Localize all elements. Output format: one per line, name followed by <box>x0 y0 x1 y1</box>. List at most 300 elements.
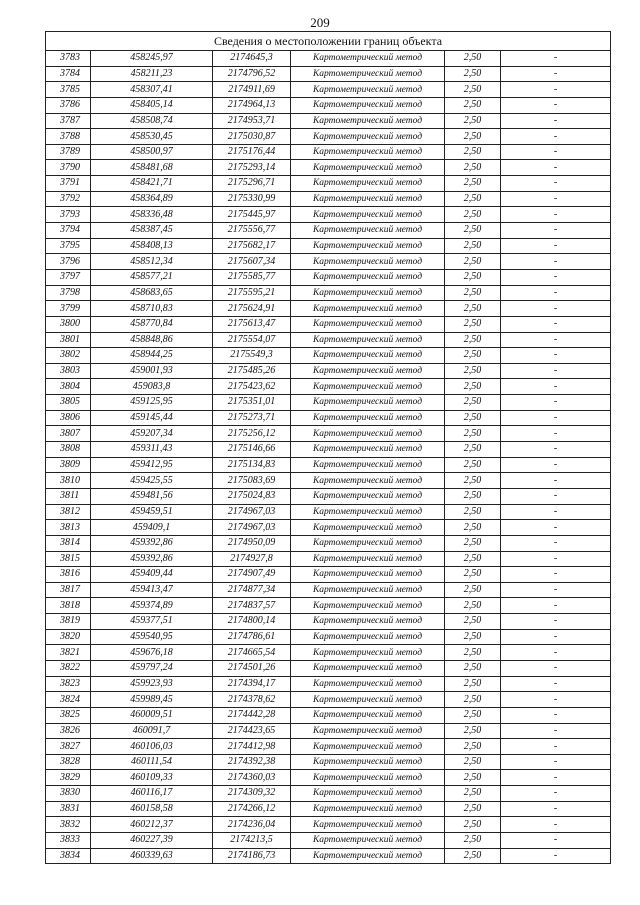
note-cell: - <box>501 379 611 395</box>
table-row <box>46 723 611 739</box>
y-coordinate-cell: 2174796,52 <box>213 66 291 82</box>
note-cell: - <box>501 254 611 270</box>
point-number-cell: 3821 <box>46 645 91 661</box>
note-cell: - <box>501 833 611 849</box>
x-coordinate-cell: 458405,14 <box>91 97 213 113</box>
table-row <box>46 97 611 113</box>
table-row <box>46 645 611 661</box>
point-number-cell: 3800 <box>46 316 91 332</box>
method-cell: Картометрический метод <box>291 676 445 692</box>
table-row <box>46 707 611 723</box>
x-coordinate-cell: 458512,34 <box>91 254 213 270</box>
y-coordinate-cell: 2175624,91 <box>213 301 291 317</box>
y-coordinate-cell: 2174186,73 <box>213 848 291 864</box>
x-coordinate-cell: 460227,39 <box>91 833 213 849</box>
x-coordinate-cell: 459923,93 <box>91 676 213 692</box>
method-cell: Картометрический метод <box>291 739 445 755</box>
y-coordinate-cell: 2174877,34 <box>213 582 291 598</box>
point-number-cell: 3795 <box>46 238 91 254</box>
y-coordinate-cell: 2175293,14 <box>213 160 291 176</box>
y-coordinate-cell: 2174964,13 <box>213 97 291 113</box>
accuracy-cell: 2,50 <box>445 442 501 458</box>
point-number-cell: 3785 <box>46 82 91 98</box>
accuracy-cell: 2,50 <box>445 51 501 67</box>
point-number-cell: 3818 <box>46 598 91 614</box>
x-coordinate-cell: 458336,48 <box>91 207 213 223</box>
x-coordinate-cell: 458211,23 <box>91 66 213 82</box>
y-coordinate-cell: 2174392,38 <box>213 754 291 770</box>
table-row <box>46 395 611 411</box>
accuracy-cell: 2,50 <box>445 598 501 614</box>
x-coordinate-cell: 458530,45 <box>91 129 213 145</box>
accuracy-cell: 2,50 <box>445 379 501 395</box>
x-coordinate-cell: 459481,56 <box>91 488 213 504</box>
note-cell: - <box>501 82 611 98</box>
table-row <box>46 379 611 395</box>
note-cell: - <box>501 207 611 223</box>
point-number-cell: 3830 <box>46 786 91 802</box>
note-cell: - <box>501 363 611 379</box>
point-number-cell: 3813 <box>46 520 91 536</box>
table-row <box>46 614 611 630</box>
x-coordinate-cell: 459125,95 <box>91 395 213 411</box>
table-row <box>46 238 611 254</box>
table-row <box>46 66 611 82</box>
point-number-cell: 3824 <box>46 692 91 708</box>
method-cell: Картометрический метод <box>291 82 445 98</box>
note-cell: - <box>501 676 611 692</box>
point-number-cell: 3787 <box>46 113 91 129</box>
x-coordinate-cell: 459797,24 <box>91 660 213 676</box>
note-cell: - <box>501 113 611 129</box>
accuracy-cell: 2,50 <box>445 629 501 645</box>
method-cell: Картометрический метод <box>291 598 445 614</box>
method-cell: Картометрический метод <box>291 332 445 348</box>
accuracy-cell: 2,50 <box>445 833 501 849</box>
x-coordinate-cell: 458364,89 <box>91 191 213 207</box>
accuracy-cell: 2,50 <box>445 82 501 98</box>
note-cell: - <box>501 348 611 364</box>
y-coordinate-cell: 2174907,49 <box>213 567 291 583</box>
x-coordinate-cell: 459409,44 <box>91 567 213 583</box>
point-number-cell: 3789 <box>46 144 91 160</box>
accuracy-cell: 2,50 <box>445 363 501 379</box>
table-row <box>46 520 611 536</box>
point-number-cell: 3809 <box>46 457 91 473</box>
accuracy-cell: 2,50 <box>445 801 501 817</box>
note-cell: - <box>501 457 611 473</box>
y-coordinate-cell: 2175423,62 <box>213 379 291 395</box>
note-cell: - <box>501 223 611 239</box>
y-coordinate-cell: 2174423,65 <box>213 723 291 739</box>
table-row <box>46 660 611 676</box>
note-cell: - <box>501 160 611 176</box>
method-cell: Картометрический метод <box>291 848 445 864</box>
accuracy-cell: 2,50 <box>445 817 501 833</box>
note-cell: - <box>501 520 611 536</box>
table-row <box>46 817 611 833</box>
table-row <box>46 833 611 849</box>
y-coordinate-cell: 2175134,83 <box>213 457 291 473</box>
point-number-cell: 3796 <box>46 254 91 270</box>
y-coordinate-cell: 2174378,62 <box>213 692 291 708</box>
note-cell: - <box>501 395 611 411</box>
note-cell: - <box>501 614 611 630</box>
y-coordinate-cell: 2175595,21 <box>213 285 291 301</box>
x-coordinate-cell: 459392,86 <box>91 551 213 567</box>
y-coordinate-cell: 2175549,3 <box>213 348 291 364</box>
accuracy-cell: 2,50 <box>445 395 501 411</box>
x-coordinate-cell: 460111,54 <box>91 754 213 770</box>
table-row <box>46 442 611 458</box>
y-coordinate-cell: 2175556,77 <box>213 223 291 239</box>
table-row <box>46 848 611 864</box>
table-row <box>46 786 611 802</box>
x-coordinate-cell: 459374,89 <box>91 598 213 614</box>
x-coordinate-cell: 459001,93 <box>91 363 213 379</box>
accuracy-cell: 2,50 <box>445 614 501 630</box>
note-cell: - <box>501 316 611 332</box>
method-cell: Картометрический метод <box>291 567 445 583</box>
method-cell: Картометрический метод <box>291 786 445 802</box>
x-coordinate-cell: 459207,34 <box>91 426 213 442</box>
table-title: Сведения о местоположении границ объекта <box>46 32 611 51</box>
point-number-cell: 3827 <box>46 739 91 755</box>
method-cell: Картометрический метод <box>291 66 445 82</box>
point-number-cell: 3804 <box>46 379 91 395</box>
method-cell: Картометрический метод <box>291 645 445 661</box>
table-row <box>46 316 611 332</box>
method-cell: Картометрический метод <box>291 535 445 551</box>
y-coordinate-cell: 2175682,17 <box>213 238 291 254</box>
accuracy-cell: 2,50 <box>445 66 501 82</box>
y-coordinate-cell: 2174665,54 <box>213 645 291 661</box>
y-coordinate-cell: 2174967,03 <box>213 504 291 520</box>
method-cell: Картометрический метод <box>291 191 445 207</box>
note-cell: - <box>501 66 611 82</box>
x-coordinate-cell: 459412,95 <box>91 457 213 473</box>
x-coordinate-cell: 459145,44 <box>91 410 213 426</box>
accuracy-cell: 2,50 <box>445 254 501 270</box>
method-cell: Картометрический метод <box>291 316 445 332</box>
method-cell: Картометрический метод <box>291 97 445 113</box>
accuracy-cell: 2,50 <box>445 692 501 708</box>
method-cell: Картометрический метод <box>291 238 445 254</box>
x-coordinate-cell: 460106,03 <box>91 739 213 755</box>
point-number-cell: 3822 <box>46 660 91 676</box>
x-coordinate-cell: 460212,37 <box>91 817 213 833</box>
point-number-cell: 3803 <box>46 363 91 379</box>
note-cell: - <box>501 97 611 113</box>
table-row <box>46 51 611 67</box>
method-cell: Картометрический метод <box>291 473 445 489</box>
x-coordinate-cell: 458944,25 <box>91 348 213 364</box>
y-coordinate-cell: 2175030,87 <box>213 129 291 145</box>
accuracy-cell: 2,50 <box>445 582 501 598</box>
note-cell: - <box>501 848 611 864</box>
point-number-cell: 3833 <box>46 833 91 849</box>
method-cell: Картометрический метод <box>291 285 445 301</box>
table-row <box>46 457 611 473</box>
accuracy-cell: 2,50 <box>445 301 501 317</box>
note-cell: - <box>501 629 611 645</box>
note-cell: - <box>501 551 611 567</box>
accuracy-cell: 2,50 <box>445 426 501 442</box>
accuracy-cell: 2,50 <box>445 129 501 145</box>
table-body <box>46 51 611 864</box>
x-coordinate-cell: 458683,65 <box>91 285 213 301</box>
point-number-cell: 3794 <box>46 223 91 239</box>
accuracy-cell: 2,50 <box>445 207 501 223</box>
x-coordinate-cell: 459540,95 <box>91 629 213 645</box>
point-number-cell: 3807 <box>46 426 91 442</box>
method-cell: Картометрический метод <box>291 504 445 520</box>
y-coordinate-cell: 2174412,98 <box>213 739 291 755</box>
accuracy-cell: 2,50 <box>445 488 501 504</box>
accuracy-cell: 2,50 <box>445 113 501 129</box>
accuracy-cell: 2,50 <box>445 97 501 113</box>
note-cell: - <box>501 176 611 192</box>
y-coordinate-cell: 2175330,99 <box>213 191 291 207</box>
x-coordinate-cell: 458848,86 <box>91 332 213 348</box>
table-row <box>46 254 611 270</box>
table-row <box>46 504 611 520</box>
table-row <box>46 582 611 598</box>
point-number-cell: 3826 <box>46 723 91 739</box>
method-cell: Картометрический метод <box>291 410 445 426</box>
note-cell: - <box>501 191 611 207</box>
point-number-cell: 3814 <box>46 535 91 551</box>
boundary-table-frame <box>45 31 610 864</box>
accuracy-cell: 2,50 <box>445 739 501 755</box>
point-number-cell: 3788 <box>46 129 91 145</box>
method-cell: Картометрический метод <box>291 426 445 442</box>
accuracy-cell: 2,50 <box>445 144 501 160</box>
method-cell: Картометрический метод <box>291 817 445 833</box>
accuracy-cell: 2,50 <box>445 551 501 567</box>
method-cell: Картометрический метод <box>291 488 445 504</box>
method-cell: Картометрический метод <box>291 754 445 770</box>
method-cell: Картометрический метод <box>291 833 445 849</box>
x-coordinate-cell: 459989,45 <box>91 692 213 708</box>
method-cell: Картометрический метод <box>291 207 445 223</box>
x-coordinate-cell: 458481,68 <box>91 160 213 176</box>
table-row <box>46 176 611 192</box>
accuracy-cell: 2,50 <box>445 567 501 583</box>
accuracy-cell: 2,50 <box>445 754 501 770</box>
x-coordinate-cell: 458710,83 <box>91 301 213 317</box>
x-coordinate-cell: 459311,43 <box>91 442 213 458</box>
note-cell: - <box>501 645 611 661</box>
y-coordinate-cell: 2174927,8 <box>213 551 291 567</box>
table-row <box>46 488 611 504</box>
method-cell: Картометрический метод <box>291 51 445 67</box>
y-coordinate-cell: 2175485,26 <box>213 363 291 379</box>
point-number-cell: 3819 <box>46 614 91 630</box>
note-cell: - <box>501 817 611 833</box>
y-coordinate-cell: 2175024,83 <box>213 488 291 504</box>
y-coordinate-cell: 2174394,17 <box>213 676 291 692</box>
table-row <box>46 332 611 348</box>
point-number-cell: 3791 <box>46 176 91 192</box>
method-cell: Картометрический метод <box>291 254 445 270</box>
note-cell: - <box>501 567 611 583</box>
y-coordinate-cell: 2175554,07 <box>213 332 291 348</box>
y-coordinate-cell: 2175273,71 <box>213 410 291 426</box>
accuracy-cell: 2,50 <box>445 645 501 661</box>
note-cell: - <box>501 269 611 285</box>
y-coordinate-cell: 2174953,71 <box>213 113 291 129</box>
accuracy-cell: 2,50 <box>445 316 501 332</box>
table-row <box>46 82 611 98</box>
point-number-cell: 3820 <box>46 629 91 645</box>
method-cell: Картометрический метод <box>291 269 445 285</box>
accuracy-cell: 2,50 <box>445 457 501 473</box>
x-coordinate-cell: 459425,55 <box>91 473 213 489</box>
table-row <box>46 754 611 770</box>
note-cell: - <box>501 51 611 67</box>
method-cell: Картометрический метод <box>291 395 445 411</box>
accuracy-cell: 2,50 <box>445 160 501 176</box>
table-row <box>46 269 611 285</box>
note-cell: - <box>501 770 611 786</box>
y-coordinate-cell: 2174950,09 <box>213 535 291 551</box>
y-coordinate-cell: 2174360,03 <box>213 770 291 786</box>
table-row <box>46 692 611 708</box>
point-number-cell: 3812 <box>46 504 91 520</box>
x-coordinate-cell: 460339,63 <box>91 848 213 864</box>
method-cell: Картометрический метод <box>291 363 445 379</box>
x-coordinate-cell: 458245,97 <box>91 51 213 67</box>
point-number-cell: 3801 <box>46 332 91 348</box>
point-number-cell: 3792 <box>46 191 91 207</box>
table-row <box>46 410 611 426</box>
point-number-cell: 3799 <box>46 301 91 317</box>
accuracy-cell: 2,50 <box>445 786 501 802</box>
method-cell: Картометрический метод <box>291 660 445 676</box>
x-coordinate-cell: 460009,51 <box>91 707 213 723</box>
y-coordinate-cell: 2174837,57 <box>213 598 291 614</box>
note-cell: - <box>501 504 611 520</box>
method-cell: Картометрический метод <box>291 129 445 145</box>
point-number-cell: 3811 <box>46 488 91 504</box>
note-cell: - <box>501 410 611 426</box>
method-cell: Картометрический метод <box>291 379 445 395</box>
y-coordinate-cell: 2174213,5 <box>213 833 291 849</box>
note-cell: - <box>501 488 611 504</box>
x-coordinate-cell: 460091,7 <box>91 723 213 739</box>
accuracy-cell: 2,50 <box>445 707 501 723</box>
accuracy-cell: 2,50 <box>445 473 501 489</box>
y-coordinate-cell: 2175083,69 <box>213 473 291 489</box>
table-row <box>46 676 611 692</box>
accuracy-cell: 2,50 <box>445 223 501 239</box>
point-number-cell: 3797 <box>46 269 91 285</box>
y-coordinate-cell: 2174786,61 <box>213 629 291 645</box>
accuracy-cell: 2,50 <box>445 848 501 864</box>
table-row <box>46 426 611 442</box>
x-coordinate-cell: 460109,33 <box>91 770 213 786</box>
point-number-cell: 3831 <box>46 801 91 817</box>
y-coordinate-cell: 2175613,47 <box>213 316 291 332</box>
y-coordinate-cell: 2175296,71 <box>213 176 291 192</box>
y-coordinate-cell: 2174911,69 <box>213 82 291 98</box>
x-coordinate-cell: 458408,13 <box>91 238 213 254</box>
y-coordinate-cell: 2174800,14 <box>213 614 291 630</box>
method-cell: Картометрический метод <box>291 348 445 364</box>
accuracy-cell: 2,50 <box>445 410 501 426</box>
table-row <box>46 301 611 317</box>
note-cell: - <box>501 754 611 770</box>
y-coordinate-cell: 2174645,3 <box>213 51 291 67</box>
point-number-cell: 3823 <box>46 676 91 692</box>
point-number-cell: 3783 <box>46 51 91 67</box>
method-cell: Картометрический метод <box>291 551 445 567</box>
point-number-cell: 3793 <box>46 207 91 223</box>
note-cell: - <box>501 332 611 348</box>
method-cell: Картометрический метод <box>291 144 445 160</box>
accuracy-cell: 2,50 <box>445 535 501 551</box>
y-coordinate-cell: 2175351,01 <box>213 395 291 411</box>
note-cell: - <box>501 473 611 489</box>
boundary-coordinates-table <box>45 31 611 864</box>
table-row <box>46 551 611 567</box>
table-row <box>46 348 611 364</box>
point-number-cell: 3834 <box>46 848 91 864</box>
method-cell: Картометрический метод <box>291 160 445 176</box>
note-cell: - <box>501 535 611 551</box>
point-number-cell: 3786 <box>46 97 91 113</box>
x-coordinate-cell: 460158,58 <box>91 801 213 817</box>
x-coordinate-cell: 459409,1 <box>91 520 213 536</box>
point-number-cell: 3802 <box>46 348 91 364</box>
point-number-cell: 3806 <box>46 410 91 426</box>
x-coordinate-cell: 458387,45 <box>91 223 213 239</box>
method-cell: Картометрический метод <box>291 692 445 708</box>
note-cell: - <box>501 301 611 317</box>
x-coordinate-cell: 459083,8 <box>91 379 213 395</box>
accuracy-cell: 2,50 <box>445 176 501 192</box>
note-cell: - <box>501 801 611 817</box>
accuracy-cell: 2,50 <box>445 520 501 536</box>
y-coordinate-cell: 2175256,12 <box>213 426 291 442</box>
note-cell: - <box>501 598 611 614</box>
x-coordinate-cell: 460116,17 <box>91 786 213 802</box>
point-number-cell: 3808 <box>46 442 91 458</box>
method-cell: Картометрический метод <box>291 457 445 473</box>
note-cell: - <box>501 582 611 598</box>
point-number-cell: 3810 <box>46 473 91 489</box>
y-coordinate-cell: 2174266,12 <box>213 801 291 817</box>
y-coordinate-cell: 2175585,77 <box>213 269 291 285</box>
point-number-cell: 3817 <box>46 582 91 598</box>
accuracy-cell: 2,50 <box>445 723 501 739</box>
note-cell: - <box>501 692 611 708</box>
accuracy-cell: 2,50 <box>445 238 501 254</box>
y-coordinate-cell: 2175445,97 <box>213 207 291 223</box>
note-cell: - <box>501 426 611 442</box>
x-coordinate-cell: 459676,18 <box>91 645 213 661</box>
point-number-cell: 3832 <box>46 817 91 833</box>
note-cell: - <box>501 707 611 723</box>
point-number-cell: 3805 <box>46 395 91 411</box>
accuracy-cell: 2,50 <box>445 676 501 692</box>
table-row <box>46 144 611 160</box>
y-coordinate-cell: 2174501,26 <box>213 660 291 676</box>
note-cell: - <box>501 442 611 458</box>
table-row <box>46 160 611 176</box>
x-coordinate-cell: 458307,41 <box>91 82 213 98</box>
